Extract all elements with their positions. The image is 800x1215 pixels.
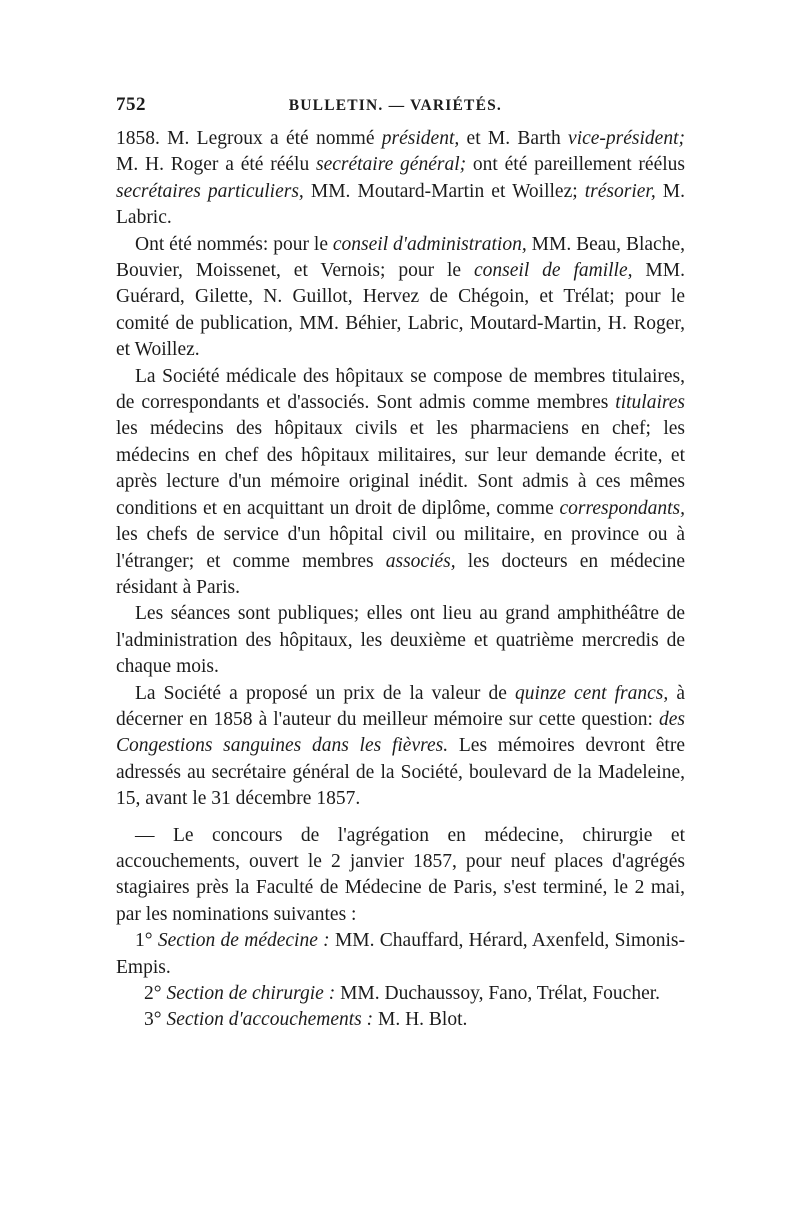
running-title: BULLETIN. — VARIÉTÉS. <box>288 97 502 114</box>
text-segment: — Le concours de l'agrégation en médecine, chirurgie et accouchements, ouvert le 2 janvier 1857, pour neuf places d'agrégés stagiaires près la Faculté de Médecine de Paris, s'est terminé, le 2 mai, par les nominations suivantes : <box>116 824 685 925</box>
text-segment: ont été pareillement réélus <box>466 154 685 176</box>
text-segment-italic: conseil de famille, <box>474 260 633 282</box>
section-line-chirurgie <box>116 981 685 1007</box>
section-label: Section de chirurgie : <box>166 983 336 1004</box>
text-segment: Ont été nommés: pour le <box>135 233 333 255</box>
page-header <box>116 92 685 122</box>
text-segment-italic: vice-président; <box>568 128 685 149</box>
text-segment: 1858. M. Legroux a été nommé <box>116 128 382 149</box>
section-line-accouchements <box>116 1007 685 1033</box>
text-segment-italic: secrétaire général; <box>316 154 467 176</box>
text-segment-italic: titulaires <box>615 392 685 414</box>
text-segment-italic: président, <box>381 128 460 149</box>
paragraph-membership <box>116 364 685 602</box>
section-names: MM. Chauffard, Hérard, Axenfeld, Simonis-Empis. <box>116 930 686 978</box>
paragraph-officers <box>116 126 685 232</box>
text-segment-italic: correspondants, <box>559 497 685 519</box>
text-segment-italic: associés, <box>385 550 456 572</box>
text-segment: les chefs de service d'un hôpital civil ou militaire, en province ou à l'étranger; et comme membres <box>116 524 685 572</box>
text-segment: La Société a proposé un prix de la valeur de <box>135 682 515 704</box>
paragraph-sessions <box>116 601 685 680</box>
section-number: 3° <box>144 1009 162 1031</box>
text-segment: MM. Beau, Blache, Bouvier, Moissenet, et Vernois; pour le <box>116 233 685 282</box>
paragraph-prize <box>116 681 685 813</box>
section-number: 1° <box>135 930 153 952</box>
text-segment: les docteurs en médecine résidant à Paris. <box>116 550 685 598</box>
paragraph-agregation <box>116 823 685 929</box>
text-segment: Les mémoires devront être adressés au secrétaire général de la Société, boulevard de la Madeleine, 15, avant le 31 décembre 1857. <box>116 735 685 810</box>
paragraph-committees <box>116 232 685 364</box>
text-segment-italic: trésorier, <box>584 180 656 202</box>
section-label: Section de médecine : <box>157 930 330 952</box>
section-line-medecine <box>116 928 685 981</box>
text-segment: Les séances sont publiques; elles ont lieu au grand amphithéâtre de l'administration des hôpitaux, les deuxième et quatrième mercredis de chaque mois. <box>116 603 685 678</box>
text-segment: M. Labric. <box>116 180 685 229</box>
page-number: 752 <box>116 94 146 115</box>
section-label: Section d'accouchements : <box>166 1009 374 1031</box>
text-segment: M. H. Roger a été réélu <box>116 154 316 176</box>
text-segment: les médecins des hôpitaux civils et les pharmaciens en chef; les médecins en chef des hôpitaux militaires, sur leur demande écrite, et après lecture d'un mémoire original inédit. Sont admis à ces mêmes conditions et en acquittant un droit de diplôme, comme <box>116 418 685 519</box>
text-segment: MM. Guérard, Gilette, N. Guillot, Hervez de Chégoin, et Trélat; pour le comité de publication, MM. Béhier, Labric, Moutard-Martin, H. Roger, et Woillez. <box>116 260 685 361</box>
section-names: M. H. Blot. <box>378 1009 468 1031</box>
text-segment: et M. Barth <box>459 128 569 149</box>
section-names: MM. Duchaussoy, Fano, Trélat, Foucher. <box>340 983 661 1004</box>
document-page <box>116 92 685 1034</box>
text-segment: La Société médicale des hôpitaux se compose de membres titulaires, de correspondants et d'associés. Sont admis comme membres <box>116 365 685 414</box>
section-number: 2° <box>144 983 162 1004</box>
text-segment-italic: quinze cent francs, <box>515 682 669 704</box>
text-segment-italic: secrétaires particuliers, <box>116 180 304 202</box>
text-segment: MM. Moutard-Martin et Woillez; <box>303 180 585 202</box>
text-segment-italic: conseil d'administration, <box>332 233 527 255</box>
text-segment: à décerner en 1858 à l'auteur du meilleur mémoire sur cette question: <box>116 682 686 730</box>
text-segment-italic: des Congestions sanguines dans les fièvres. <box>116 708 685 757</box>
